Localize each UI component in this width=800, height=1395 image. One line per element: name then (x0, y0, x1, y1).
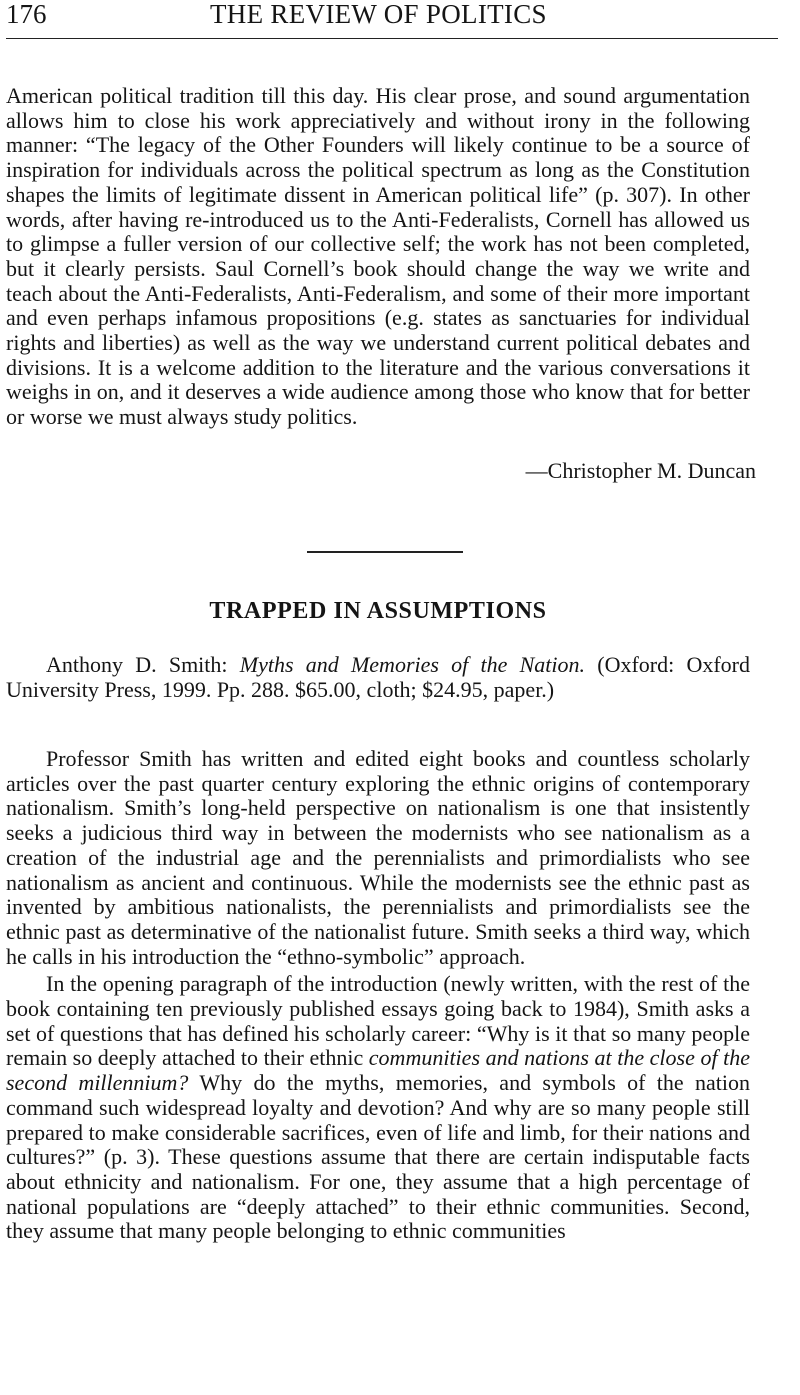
paragraph-2-text-b: Why do the myths, memories, and symbols of the nation command such widespread loyalty and devotion? And why are so many people still prepared to make considerable sacrifices, even of life and limb, for their nations and cultures?” (p. 3). These questions assume that there are certain indisputable facts about ethnicity and nationalism. For one, they assume that a high percentage of national populations are “deeply attached” to their ethnic communities. Second, they assume that many people belonging to ethnic communities (6, 1070, 750, 1244)
review-continuation-text: American political tradition till this day. His clear prose, and sound argumentation allows him to close his work appreciatively and without irony in the following manner: “The legacy of the Other Founders will likely continue to be a source of inspiration for individuals across the political spectrum as long as the Constitution shapes the limits of legitimate dissent in American political life” (p. 307). In other words, after having re-introduced us to the Anti-Federalists, Cornell has allowed us to glimpse a fuller version of our collective self; the work has not been completed, but it clearly persists. Saul Cornell’s book should change the way we write and teach about the Anti-Federalists, Anti-Federalism, and some of their more important and even perhaps infamous propositions (e.g. states as sanctuaries for individual rights and liberties) as well as the way we understand current political debates and divisions. It is a welcome addition to the literature and the various conversations it weighs in on, and it deserves a wide audience among those who know that for better or worse we must always study politics. (6, 83, 750, 430)
journal-title: THE REVIEW OF POLITICS (210, 0, 547, 29)
page-number: 176 (6, 0, 47, 29)
book-citation (6, 653, 750, 702)
paragraph-2-text-a: In the opening paragraph of the introduction (newly written, with the rest of the book containing ten previously published essays going back to 1984), Smith asks a set of questions that has defined his scholarly career: “Why is it that so many people remain so deeply attached to their ethnic (6, 971, 750, 1071)
review-paragraph-2 (6, 972, 750, 1244)
citation-details: (Oxford: Oxford University Press, 1999. Pp. 288. $65.00, cloth; $24.95, paper.) (6, 652, 750, 702)
section-divider (307, 551, 463, 553)
citation-book-title: Myths and Memories of the Nation. (239, 652, 586, 677)
paragraph-2-italic: communities and nations at the close of the second millennium? (6, 1045, 751, 1096)
citation-author: Anthony D. Smith: (46, 652, 240, 677)
running-head (6, 0, 778, 39)
review-paragraph-1: Professor Smith has written and edited eight books and countless scholarly articles over the past quarter century exploring the ethnic origins of contemporary nationalism. Smith’s long-held perspective on nationalism is one that insistently seeks a judicious third way in between the modernists who see nationalism as a creation of the industrial age and the perennialists and primordialists who see nationalism as ancient and continuous. While the modernists see the ethnic past as invented by ambitious nationalists, the perennialists and primordialists see the ethnic past as determinative of the nationalist future. Smith seeks a third way, which he calls in his introduction the “ethno-symbolic” approach. (6, 746, 750, 969)
review-body (6, 747, 750, 1244)
reviewer-signature: —Christopher M. Duncan (525, 458, 756, 483)
review-heading: TRAPPED IN ASSUMPTIONS (209, 598, 547, 624)
